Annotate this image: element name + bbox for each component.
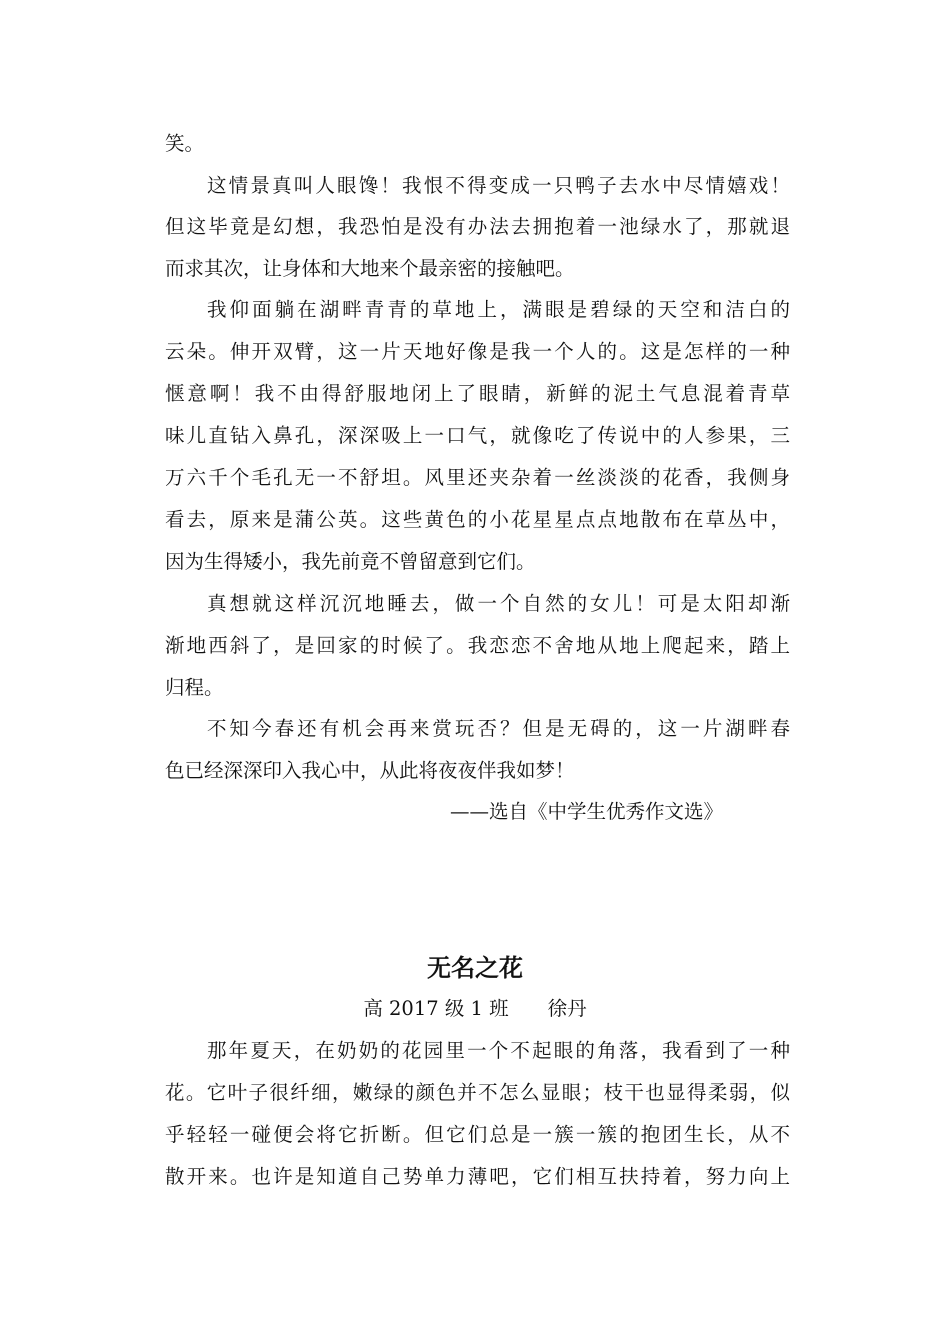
- paragraph-line: 花。它叶子很纤细，嫩绿的颜色并不怎么显眼；枝干也显得柔弱，似: [165, 1081, 790, 1104]
- paragraph-line: 渐地西斜了，是回家的时候了。我恋恋不舍地从地上爬起来，踏上: [165, 634, 790, 657]
- paragraph-line: 而求其次，让身体和大地来个最亲密的接触吧。: [165, 257, 575, 280]
- paragraph-line: 不知今春还有机会再来赏玩否？但是无碍的，这一片湖畔春: [207, 717, 790, 740]
- paragraph-line: 笑。: [165, 132, 205, 155]
- paragraph-line: 那年夏天，在奶奶的花园里一个不起眼的角落，我看到了一种: [207, 1039, 790, 1062]
- paragraph-line: 云朵。伸开双臂，这一片天地好像是我一个人的。这是怎样的一种: [165, 340, 790, 363]
- paragraph-line: 我仰面躺在湖畔青青的草地上，满眼是碧绿的天空和洁白的: [207, 298, 790, 321]
- paragraph-line: 味儿直钻入鼻孔，深深吸上一口气，就像吃了传说中的人参果，三: [165, 424, 790, 447]
- paragraph-line: 但这毕竟是幻想，我恐怕是没有办法去拥抱着一池绿水了，那就退: [165, 215, 790, 238]
- paragraph-line: 真想就这样沉沉地睡去，做一个自然的女儿！可是太阳却渐: [207, 592, 790, 615]
- paragraph-line: 乎轻轻一碰便会将它折断。但它们总是一簇一簇的抱团生长，从不: [165, 1123, 790, 1146]
- paragraph-line: 这情景真叫人眼馋！我恨不得变成一只鸭子去水中尽情嬉戏！: [207, 174, 790, 197]
- paragraph-line: 归程。: [165, 676, 224, 699]
- paragraph-line: 万六千个毛孔无一不舒坦。风里还夹杂着一丝淡淡的花香，我侧身: [165, 466, 790, 489]
- source-attribution: ——选自《中学生优秀作文选》: [450, 800, 724, 823]
- paragraph-line: 散开来。也许是知道自己势单力薄吧，它们相互扶持着，努力向上: [165, 1165, 790, 1188]
- paragraph-line: 惬意啊！我不由得舒服地闭上了眼睛，新鲜的泥土气息混着青草: [165, 382, 790, 405]
- paragraph-line: 色已经深深印入我心中，从此将夜夜伴我如梦！: [165, 759, 575, 782]
- paragraph-line: 因为生得矮小，我先前竟不曾留意到它们。: [165, 550, 536, 573]
- article-title: 无名之花: [427, 953, 523, 982]
- paragraph-line: 看去，原来是蒲公英。这些黄色的小花星星点点地散布在草丛中，: [165, 508, 790, 531]
- author-byline: 高 2017 级 1 班 徐丹: [363, 997, 587, 1020]
